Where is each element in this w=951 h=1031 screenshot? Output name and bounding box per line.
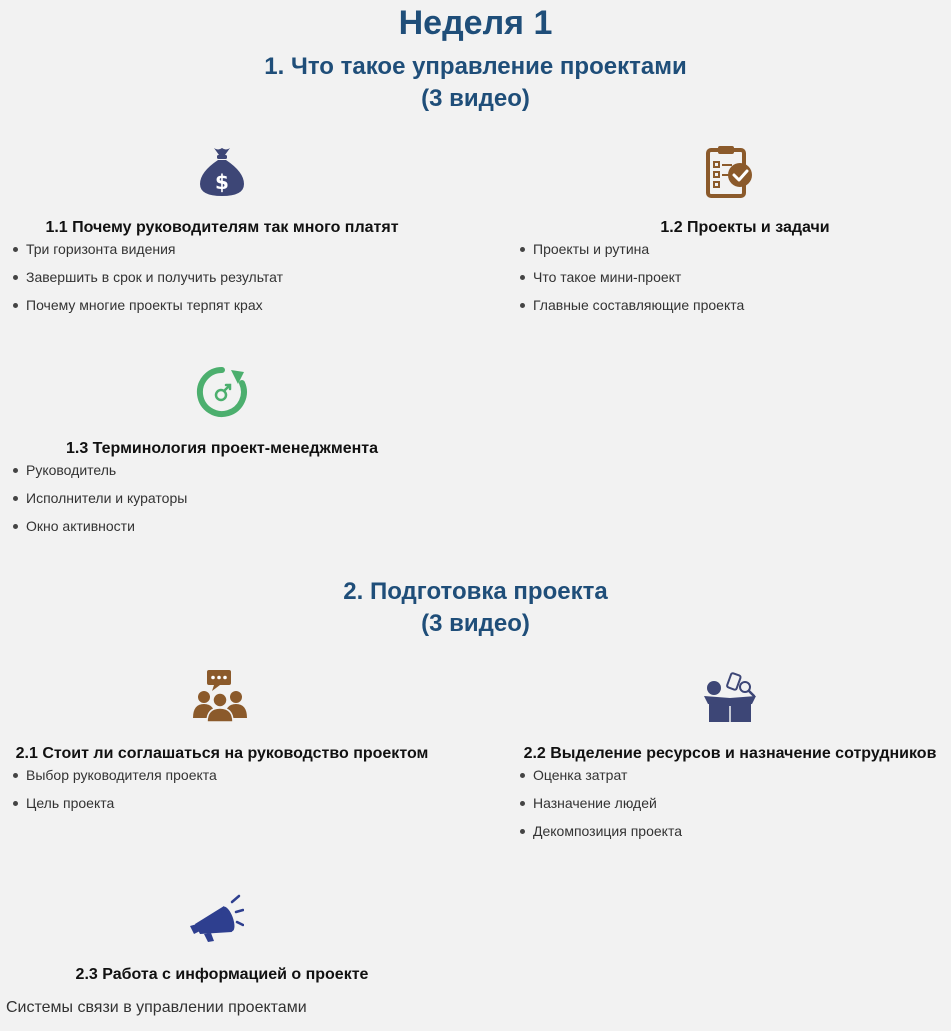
list-item: Руководитель [26, 461, 486, 489]
lesson-1-3-title: 1.3 Терминология проект-менеджмента [65, 440, 379, 457]
team-chat-icon [190, 666, 250, 726]
section-1-title-line1: 1. Что такое управление проектами [264, 53, 687, 80]
resources-box-icon [700, 666, 760, 726]
clipboard-check-icon [700, 142, 760, 202]
list-item: Проекты и рутина [533, 240, 951, 268]
section-2-title [0, 576, 951, 640]
section-1-title-line2: (3 видео) [421, 85, 530, 112]
megaphone-icon [184, 888, 244, 948]
list-item: Окно активности [26, 517, 486, 545]
list-item: Назначение людей [533, 794, 951, 822]
lesson-2-1-title: 2.1 Стоит ли соглашаться на руководство проектом [15, 745, 429, 762]
lesson-1-1-title: 1.1 Почему руководителям так много платят [45, 219, 399, 236]
lesson-1-2-bullets [515, 240, 951, 324]
section-1-title [0, 51, 951, 115]
svg-text:$: $ [215, 170, 229, 194]
list-item: Завершить в срок и получить результат [26, 268, 486, 296]
lesson-2-2-bullets [515, 766, 951, 850]
list-item: Декомпозиция проекта [533, 822, 951, 850]
list-item: Что такое мини-проект [533, 268, 951, 296]
lesson-2-3-text: Системы связи в управлении проектами [6, 999, 307, 1016]
section-2-title-line2: (3 видео) [421, 610, 530, 637]
list-item: Исполнители и кураторы [26, 489, 486, 517]
lesson-1-3-bullets [8, 461, 486, 545]
lesson-2-2-title: 2.2 Выделение ресурсов и назначение сотрудников [523, 745, 937, 762]
refresh-circle-icon [192, 362, 252, 422]
lesson-2-3-title: 2.3 Работа с информацией о проекте [75, 966, 369, 983]
page-title: Неделя 1 [398, 4, 553, 42]
lesson-1-2-title: 1.2 Проекты и задачи [660, 219, 830, 236]
section-2-title-line1: 2. Подготовка проекта [343, 578, 608, 605]
list-item: Почему многие проекты терпят крах [26, 296, 486, 324]
money-bag-icon [192, 142, 252, 202]
lesson-1-1-bullets [8, 240, 486, 324]
lesson-2-1-bullets [8, 766, 486, 822]
list-item: Выбор руководителя проекта [26, 766, 486, 794]
list-item: Оценка затрат [533, 766, 951, 794]
list-item: Три горизонта видения [26, 240, 486, 268]
list-item: Главные составляющие проекта [533, 296, 951, 324]
list-item: Цель проекта [26, 794, 486, 822]
